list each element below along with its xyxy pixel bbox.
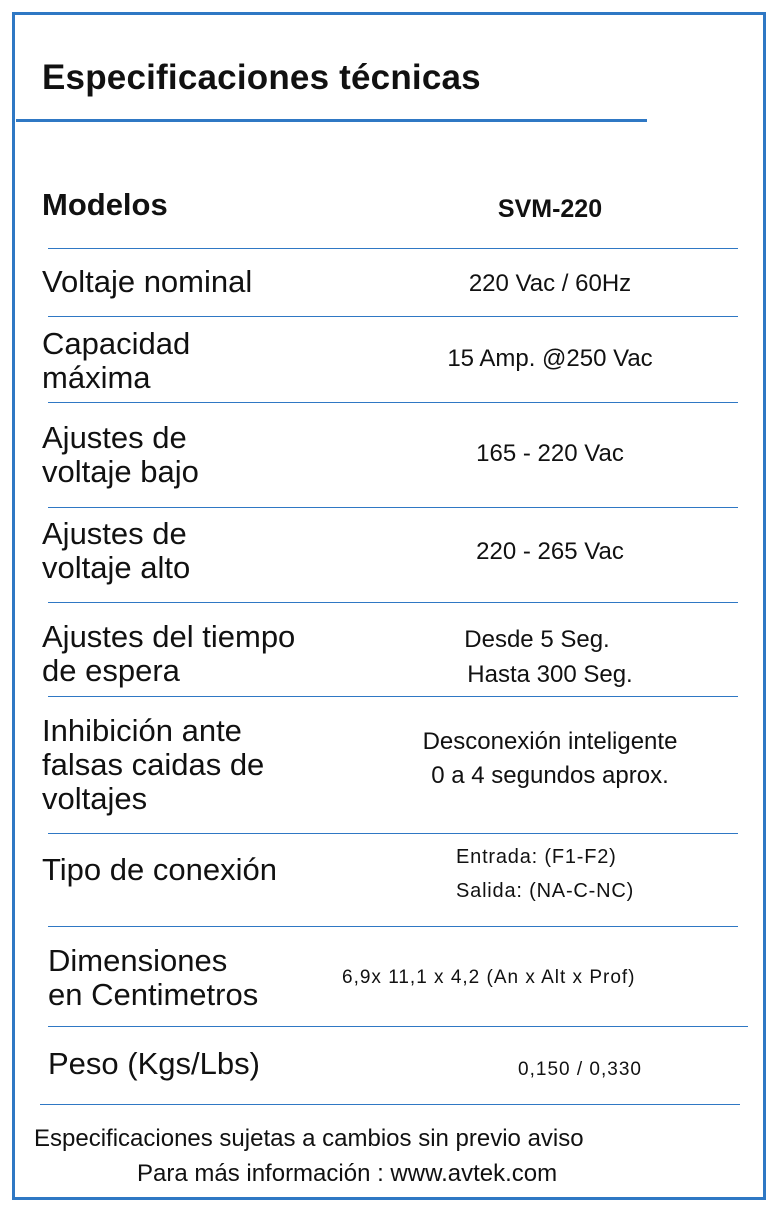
row-divider [48, 833, 738, 834]
spec-value-voltaje-nominal: 220 Vac / 60Hz [468, 270, 632, 297]
row-divider [48, 1026, 748, 1027]
row-divider [48, 696, 738, 697]
spec-value-tipo-conexion: Entrada: (F1-F2) Salida: (NA-C-NC) [456, 846, 635, 902]
spec-label-capacidad: Capacidad máxima [42, 326, 191, 395]
spec-label-tiempo-espera: Ajustes del tiempo de espera [42, 619, 296, 688]
spec-value-tiempo-espera: Desde 5 Seg. Hasta 300 Seg. [464, 626, 633, 688]
spec-value-peso: 0,150 / 0,330 [518, 1059, 642, 1080]
spec-label-tipo-conexion: Tipo de conexión [42, 852, 277, 887]
footer-info-link: Para más información : www.avtek.com [137, 1160, 558, 1187]
row-divider [48, 402, 738, 403]
title-divider [16, 119, 647, 122]
row-divider [40, 1104, 740, 1105]
models-label: Modelos [42, 187, 168, 222]
spec-value-inhibicion: Desconexión inteligente 0 a 4 segundos aprox. [422, 728, 678, 789]
spec-value-capacidad: 15 Amp. @250 Vac [447, 345, 653, 372]
row-divider [48, 602, 738, 603]
spec-value-voltaje-bajo: 165 - 220 Vac [476, 440, 624, 467]
row-divider [48, 926, 738, 927]
spec-label-inhibicion: Inhibición ante falsas caidas de voltajes [42, 713, 265, 816]
footer-disclaimer: Especificaciones sujetas a cambios sin previo aviso [34, 1125, 584, 1152]
row-divider [48, 248, 738, 249]
spec-label-voltaje-bajo: Ajustes de voltaje bajo [42, 420, 199, 489]
spec-label-peso: Peso (Kgs/Lbs) [48, 1046, 260, 1081]
spec-label-dimensiones: Dimensiones en Centimetros [48, 943, 259, 1012]
page-title: Especificaciones técnicas [42, 58, 481, 97]
spec-label-voltaje-alto: Ajustes de voltaje alto [42, 516, 191, 585]
spec-value-dimensiones: 6,9x 11,1 x 4,2 (An x Alt x Prof) [342, 967, 636, 988]
spec-value-voltaje-alto: 220 - 265 Vac [476, 538, 624, 565]
model-value: SVM-220 [497, 195, 603, 223]
row-divider [48, 507, 738, 508]
spec-label-voltaje-nominal: Voltaje nominal [42, 264, 253, 299]
row-divider [48, 316, 738, 317]
